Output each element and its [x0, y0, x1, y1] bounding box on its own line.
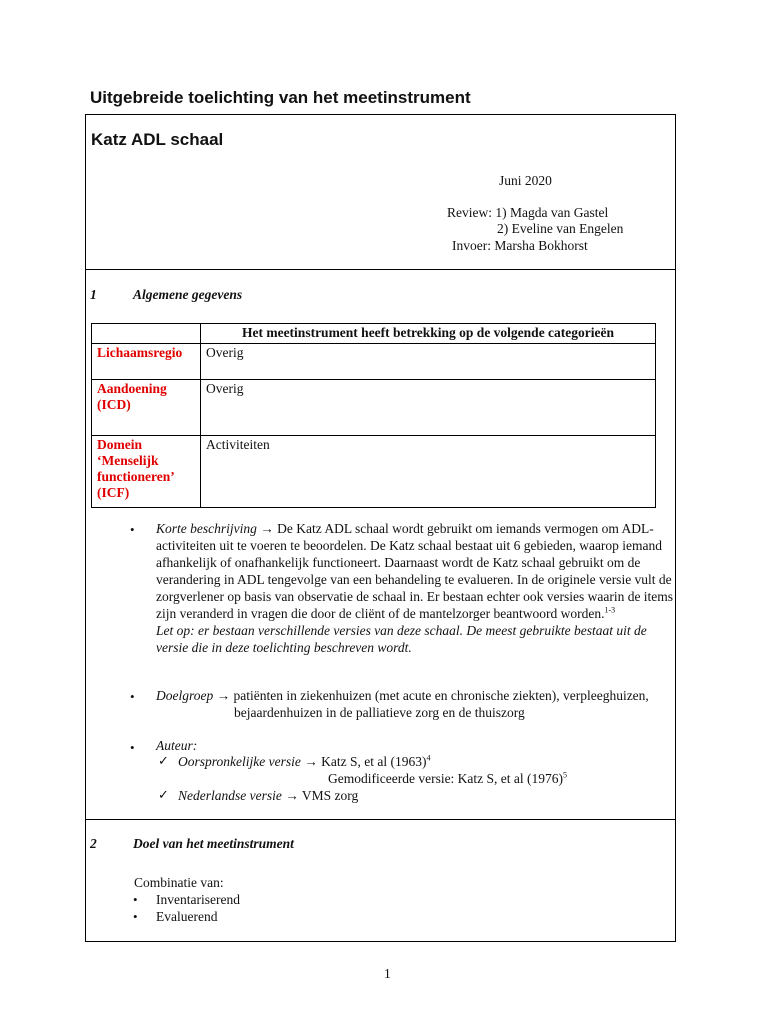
oorspronkelijke-versie-line: [178, 753, 430, 770]
row-value: Activiteiten: [201, 436, 656, 508]
table-row: [92, 436, 656, 508]
doelgroep-line-2: bejaardenhuizen in de palliatieve zorg en de thuiszorg: [234, 705, 525, 720]
instrument-title: Katz ADL schaal: [91, 130, 224, 149]
nl-value: VMS zorg: [301, 788, 359, 803]
table-row: [92, 380, 656, 436]
checkmark-icon: ✓: [158, 787, 169, 802]
date-line: Juni 2020: [499, 173, 552, 188]
row-value: Overig: [201, 380, 656, 436]
bullet-icon: •: [133, 892, 138, 907]
beschrijving-text: De Katz ADL schaal wordt gebruikt om iemands vermogen om ADL-activiteiten uit te voeren te beoordelen. De Katz schaal bestaat uit 6 gebieden, waarop iemand afhankelijk of onafhankelijk functioneert. Daarnaast wordt de Katz schaal gebruikt om de verandering in ADL tengevolge van een behandeling te evalueren. In de originele versie vult de zorgverlener op basis van observatie de schaal in. Er bestaan echter ook versies waarin de items zijn veranderd in vragen die door de cliënt of de mantelzorger beantwoord worden.: [156, 521, 674, 621]
section-doel: [85, 819, 676, 942]
arrow-icon: →: [216, 688, 231, 703]
section-number: 1: [90, 287, 97, 302]
section-number: 2: [90, 836, 97, 851]
doel-item: Evaluerend: [156, 909, 218, 924]
invoer-line: Invoer: Marsha Bokhorst: [452, 238, 588, 253]
table-header: Het meetinstrument heeft betrekking op de volgende categorieën: [201, 324, 656, 344]
categories-table: [91, 323, 656, 508]
doelgroep-line-1: patiënten in ziekenhuizen (met acute en chronische ziekten), verpleeghuizen,: [233, 688, 649, 703]
auteur-label: Auteur:: [156, 738, 198, 753]
reference-marker: 1-3: [604, 605, 616, 615]
arrow-icon: →: [260, 521, 274, 536]
reference-marker: 4: [426, 753, 431, 763]
doel-item: Inventariserend: [156, 892, 240, 907]
mod-value: Gemodificeerde versie: Katz S, et al (1976): [328, 771, 564, 786]
row-label: Aandoening (ICD): [92, 380, 201, 436]
review-line-1: Review: 1) Magda van Gastel: [447, 205, 609, 220]
table-row: [92, 344, 656, 380]
nl-label: Nederlandse versie: [178, 788, 282, 803]
checkmark-icon: ✓: [158, 753, 169, 768]
table-header-empty: [92, 324, 201, 344]
bullet-icon: •: [130, 689, 135, 704]
beschrijving-label: Korte beschrijving: [156, 521, 257, 536]
beschrijving-note: Let op: er bestaan verschillende versies van deze schaal. De meest gebruikte bestaat uit de versie die in deze toelichting beschreven wordt.: [156, 623, 647, 655]
doel-intro: Combinatie van:: [134, 875, 224, 890]
reference-marker: 5: [563, 770, 568, 780]
beschrijving-paragraph: [156, 520, 676, 656]
arrow-icon: →: [285, 788, 299, 803]
orig-label: Oorspronkelijke versie: [178, 754, 301, 769]
nederlandse-versie-line: [178, 787, 358, 804]
row-label: Lichaamsregio: [92, 344, 201, 380]
orig-value: Katz S, et al (1963): [321, 754, 427, 769]
bullet-icon: •: [133, 909, 138, 924]
gemodificeerde-versie-line: [328, 770, 567, 787]
section-algemene-gegevens: [85, 269, 676, 820]
table-header-row: [92, 324, 656, 344]
section-title: Algemene gegevens: [133, 287, 243, 302]
page-number: 1: [384, 966, 391, 981]
arrow-icon: →: [304, 754, 318, 769]
bullet-icon: •: [130, 522, 135, 537]
row-label: Domein ‘Menselijk functioneren’ (ICF): [92, 436, 201, 508]
row-value: Overig: [201, 344, 656, 380]
header-box: [85, 114, 676, 270]
document-heading: Uitgebreide toelichting van het meetinstrument: [90, 88, 471, 107]
doelgroep-label: Doelgroep: [156, 688, 214, 703]
section-title: Doel van het meetinstrument: [133, 836, 294, 851]
doelgroep-line: [156, 687, 676, 704]
bullet-icon: •: [130, 740, 135, 755]
review-line-2: 2) Eveline van Engelen: [497, 221, 624, 236]
